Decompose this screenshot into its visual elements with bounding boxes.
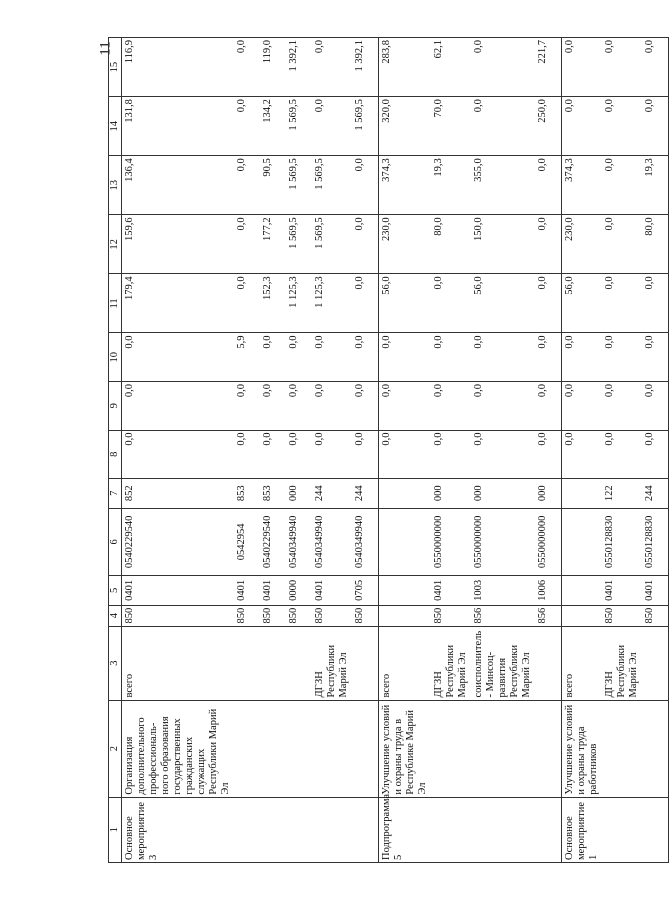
cell-col-2 (260, 700, 286, 797)
cell-col-9: 0,0 (562, 382, 603, 431)
cell-col-12: 0,0 (535, 215, 562, 274)
cell-col-5: 0401 (642, 576, 669, 606)
table-row (312, 38, 352, 863)
header-row (109, 38, 122, 863)
cell-col-1: Подпрограмма 5 (379, 797, 432, 862)
cell-col-5: 0401 (122, 576, 235, 606)
cell-col-4: 850 (286, 605, 312, 626)
table-row (642, 38, 669, 863)
column-header-15: 15 (109, 38, 122, 97)
cell-col-5: 0401 (431, 576, 471, 606)
cell-col-14: 0,0 (312, 97, 352, 156)
cell-col-10: 0,0 (642, 333, 669, 382)
rotated-table-container (108, 37, 655, 863)
cell-col-13: 0,0 (352, 156, 379, 215)
cell-col-10: 0,0 (602, 333, 642, 382)
cell-col-11: 0,0 (352, 274, 379, 333)
cell-col-7 (379, 479, 432, 509)
cell-col-3: всего (562, 626, 603, 700)
cell-col-8: 0,0 (234, 430, 260, 479)
cell-col-4: 856 (535, 605, 562, 626)
cell-col-7: 244 (352, 479, 379, 509)
cell-col-2 (234, 700, 260, 797)
cell-col-9: 0,0 (379, 382, 432, 431)
cell-col-14: 0,0 (642, 97, 669, 156)
cell-col-1 (312, 797, 352, 862)
cell-col-7: 000 (286, 479, 312, 509)
cell-col-11: 1 125,3 (286, 274, 312, 333)
cell-col-1 (286, 797, 312, 862)
cell-col-11: 0,0 (234, 274, 260, 333)
cell-col-14: 131,8 (122, 97, 235, 156)
page-number: 11 (97, 41, 114, 56)
cell-col-14: 0,0 (602, 97, 642, 156)
cell-col-6: 0550000000 (431, 508, 471, 576)
table-row (562, 38, 603, 863)
budget-table (108, 37, 669, 863)
cell-col-9: 0,0 (234, 382, 260, 431)
cell-col-8: 0,0 (471, 430, 535, 479)
cell-col-14: 250,0 (535, 97, 562, 156)
cell-col-3 (286, 626, 312, 700)
cell-col-2 (312, 700, 352, 797)
cell-col-10: 0,0 (535, 333, 562, 382)
cell-col-6: 0550128830 (602, 508, 642, 576)
cell-col-5: 0705 (352, 576, 379, 606)
cell-col-9: 0,0 (312, 382, 352, 431)
cell-col-9: 0,0 (286, 382, 312, 431)
cell-col-12: 0,0 (234, 215, 260, 274)
cell-col-1 (234, 797, 260, 862)
cell-col-15: 0,0 (642, 38, 669, 97)
table-row (602, 38, 642, 863)
table-row (431, 38, 471, 863)
cell-col-12: 150,0 (471, 215, 535, 274)
column-header-10: 10 (109, 333, 122, 382)
cell-col-7: 853 (234, 479, 260, 509)
cell-col-1 (602, 797, 642, 862)
cell-col-5: 1006 (535, 576, 562, 606)
cell-col-15: 116,9 (122, 38, 235, 97)
cell-col-7: 852 (122, 479, 235, 509)
table-row (286, 38, 312, 863)
table-row (260, 38, 286, 863)
column-header-4: 4 (109, 605, 122, 626)
cell-col-12: 1 569,5 (286, 215, 312, 274)
cell-col-13: 19,3 (642, 156, 669, 215)
cell-col-8: 0,0 (286, 430, 312, 479)
cell-col-6: 0540349940 (312, 508, 352, 576)
cell-col-1 (260, 797, 286, 862)
table-row (352, 38, 379, 863)
cell-col-6: 0550128830 (642, 508, 669, 576)
cell-col-13: 19,3 (431, 156, 471, 215)
cell-col-12: 80,0 (642, 215, 669, 274)
cell-col-15: 119,0 (260, 38, 286, 97)
cell-col-11: 179,4 (122, 274, 235, 333)
cell-col-10: 0,0 (352, 333, 379, 382)
cell-col-4: 850 (312, 605, 352, 626)
cell-col-6: 0550000000 (471, 508, 535, 576)
cell-col-4 (562, 605, 603, 626)
cell-col-2 (431, 700, 471, 797)
cell-col-5: 0401 (602, 576, 642, 606)
cell-col-5: 0000 (286, 576, 312, 606)
cell-col-6: 0542954 (234, 508, 260, 576)
cell-col-1 (642, 797, 669, 862)
cell-col-2 (286, 700, 312, 797)
cell-col-11: 0,0 (535, 274, 562, 333)
column-header-7: 7 (109, 479, 122, 509)
cell-col-2 (471, 700, 535, 797)
cell-col-6: 0540349940 (352, 508, 379, 576)
cell-col-13: 0,0 (602, 156, 642, 215)
cell-col-3: всего (122, 626, 235, 700)
cell-col-4: 850 (122, 605, 235, 626)
cell-col-4: 850 (260, 605, 286, 626)
cell-col-15: 0,0 (471, 38, 535, 97)
cell-col-3: соисполнитель - Минсоц-развития Республики Марий Эл (471, 626, 535, 700)
cell-col-2 (602, 700, 642, 797)
cell-col-4: 850 (431, 605, 471, 626)
column-header-6: 6 (109, 508, 122, 576)
cell-col-13: 90,5 (260, 156, 286, 215)
cell-col-10: 0,0 (122, 333, 235, 382)
cell-col-12: 230,0 (379, 215, 432, 274)
cell-col-6: 0540349940 (286, 508, 312, 576)
cell-col-7: 244 (312, 479, 352, 509)
cell-col-4: 850 (352, 605, 379, 626)
cell-col-2 (642, 700, 669, 797)
cell-col-2: Улучшение условий и охраны труда работников (562, 700, 603, 797)
cell-col-7: 000 (431, 479, 471, 509)
cell-col-4: 856 (471, 605, 535, 626)
cell-col-8: 0,0 (352, 430, 379, 479)
cell-col-14: 0,0 (562, 97, 603, 156)
cell-col-10: 0,0 (260, 333, 286, 382)
cell-col-10: 5,9 (234, 333, 260, 382)
cell-col-14: 0,0 (234, 97, 260, 156)
cell-col-5 (379, 576, 432, 606)
cell-col-12: 230,0 (562, 215, 603, 274)
cell-col-6: 0540229540 (260, 508, 286, 576)
cell-col-14: 1 569,5 (352, 97, 379, 156)
cell-col-3 (642, 626, 669, 700)
cell-col-1 (535, 797, 562, 862)
cell-col-5: 0401 (234, 576, 260, 606)
cell-col-9: 0,0 (642, 382, 669, 431)
cell-col-5: 0401 (312, 576, 352, 606)
cell-col-10: 0,0 (471, 333, 535, 382)
cell-col-15: 1 392,1 (286, 38, 312, 97)
cell-col-12: 0,0 (602, 215, 642, 274)
cell-col-14: 134,2 (260, 97, 286, 156)
cell-col-6 (379, 508, 432, 576)
cell-col-9: 0,0 (535, 382, 562, 431)
column-header-2: 2 (109, 700, 122, 797)
cell-col-10: 0,0 (379, 333, 432, 382)
cell-col-4: 850 (642, 605, 669, 626)
cell-col-15: 0,0 (234, 38, 260, 97)
column-header-11: 11 (109, 274, 122, 333)
cell-col-13: 355,0 (471, 156, 535, 215)
cell-col-4: 850 (602, 605, 642, 626)
cell-col-8: 0,0 (260, 430, 286, 479)
cell-col-15: 0,0 (312, 38, 352, 97)
column-header-5: 5 (109, 576, 122, 606)
cell-col-15: 283,8 (379, 38, 432, 97)
cell-col-1: Основное мероприятие 1 (562, 797, 603, 862)
cell-col-13: 374,3 (562, 156, 603, 215)
cell-col-13: 1 569,5 (286, 156, 312, 215)
cell-col-5 (562, 576, 603, 606)
table-body (122, 38, 669, 863)
cell-col-3 (535, 626, 562, 700)
cell-col-11: 0,0 (431, 274, 471, 333)
cell-col-9: 0,0 (260, 382, 286, 431)
cell-col-2 (535, 700, 562, 797)
cell-col-13: 136,4 (122, 156, 235, 215)
cell-col-15: 62,1 (431, 38, 471, 97)
cell-col-14: 0,0 (471, 97, 535, 156)
cell-col-9: 0,0 (352, 382, 379, 431)
table-row (471, 38, 535, 863)
cell-col-14: 1 569,5 (286, 97, 312, 156)
column-header-9: 9 (109, 382, 122, 431)
cell-col-11: 0,0 (642, 274, 669, 333)
cell-col-12: 159,6 (122, 215, 235, 274)
cell-col-3: ДГЗН Республики Марий Эл (312, 626, 352, 700)
cell-col-13: 1 569,5 (312, 156, 352, 215)
cell-col-9: 0,0 (471, 382, 535, 431)
cell-col-11: 0,0 (602, 274, 642, 333)
cell-col-9: 0,0 (122, 382, 235, 431)
cell-col-1 (471, 797, 535, 862)
column-header-12: 12 (109, 215, 122, 274)
cell-col-10: 0,0 (431, 333, 471, 382)
cell-col-9: 0,0 (602, 382, 642, 431)
cell-col-8: 0,0 (379, 430, 432, 479)
column-header-3: 3 (109, 626, 122, 700)
table-row (122, 38, 235, 863)
cell-col-4 (379, 605, 432, 626)
column-header-14: 14 (109, 97, 122, 156)
cell-col-6: 0540229540 (122, 508, 235, 576)
cell-col-7: 000 (471, 479, 535, 509)
cell-col-4: 850 (234, 605, 260, 626)
cell-col-13: 0,0 (234, 156, 260, 215)
cell-col-3 (234, 626, 260, 700)
cell-col-2: Улучшение условий и охраны труда в Республике Марий Эл (379, 700, 432, 797)
cell-col-8: 0,0 (535, 430, 562, 479)
cell-col-5: 1003 (471, 576, 535, 606)
cell-col-8: 0,0 (312, 430, 352, 479)
cell-col-13: 374,3 (379, 156, 432, 215)
cell-col-3: всего (379, 626, 432, 700)
cell-col-10: 0,0 (312, 333, 352, 382)
cell-col-3: ДГЗН Республики Марий Эл (431, 626, 471, 700)
cell-col-15: 0,0 (562, 38, 603, 97)
cell-col-12: 1 569,5 (312, 215, 352, 274)
cell-col-6 (562, 508, 603, 576)
cell-col-2: Организация дополнительного профессиональ-ного образования государственных гражданских служащих Республики Марий Эл (122, 700, 235, 797)
column-header-8: 8 (109, 430, 122, 479)
cell-col-11: 1 125,3 (312, 274, 352, 333)
cell-col-14: 70,0 (431, 97, 471, 156)
cell-col-11: 56,0 (471, 274, 535, 333)
cell-col-8: 0,0 (122, 430, 235, 479)
cell-col-11: 56,0 (562, 274, 603, 333)
table-row (234, 38, 260, 863)
cell-col-5: 0401 (260, 576, 286, 606)
cell-col-11: 152,3 (260, 274, 286, 333)
cell-col-14: 320,0 (379, 97, 432, 156)
cell-col-7: 853 (260, 479, 286, 509)
cell-col-3 (260, 626, 286, 700)
cell-col-1 (352, 797, 379, 862)
cell-col-11: 56,0 (379, 274, 432, 333)
cell-col-2 (352, 700, 379, 797)
cell-col-15: 0,0 (602, 38, 642, 97)
cell-col-6: 0550000000 (535, 508, 562, 576)
cell-col-10: 0,0 (286, 333, 312, 382)
cell-col-1 (431, 797, 471, 862)
cell-col-13: 0,0 (535, 156, 562, 215)
cell-col-12: 177,2 (260, 215, 286, 274)
cell-col-3 (352, 626, 379, 700)
cell-col-7 (562, 479, 603, 509)
cell-col-7: 122 (602, 479, 642, 509)
cell-col-10: 0,0 (562, 333, 603, 382)
column-header-1: 1 (109, 797, 122, 862)
cell-col-12: 0,0 (352, 215, 379, 274)
cell-col-9: 0,0 (431, 382, 471, 431)
cell-col-8: 0,0 (642, 430, 669, 479)
cell-col-15: 221,7 (535, 38, 562, 97)
cell-col-8: 0,0 (431, 430, 471, 479)
table-row (535, 38, 562, 863)
column-header-13: 13 (109, 156, 122, 215)
cell-col-3: ДГЗН Республики Марий Эл (602, 626, 642, 700)
cell-col-12: 80,0 (431, 215, 471, 274)
cell-col-8: 0,0 (562, 430, 603, 479)
cell-col-7: 000 (535, 479, 562, 509)
cell-col-8: 0,0 (602, 430, 642, 479)
cell-col-1: Основное мероприятие 3 (122, 797, 235, 862)
cell-col-15: 1 392,1 (352, 38, 379, 97)
table-row (379, 38, 432, 863)
cell-col-7: 244 (642, 479, 669, 509)
